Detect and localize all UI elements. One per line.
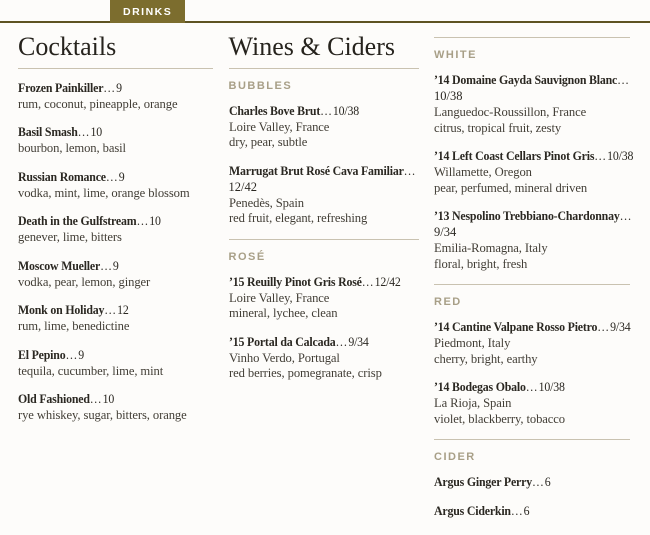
ellipsis: …	[525, 380, 539, 394]
item-description: citrus, tropical fruit, zesty	[434, 119, 562, 135]
item-description: rum, coconut, pineapple, orange	[18, 95, 178, 111]
ellipsis: …	[403, 163, 416, 178]
menu-item	[18, 80, 213, 112]
item-name: Frozen Painkiller	[18, 80, 104, 95]
item-name: ’13 Nespolino Trebbiano-Chardonnay	[434, 209, 620, 223]
ellipsis: …	[619, 209, 633, 223]
column-heading: Wines & Ciders	[228, 32, 395, 61]
drinks-tab[interactable]: DRINKS	[110, 0, 185, 23]
item-title	[18, 80, 203, 96]
menu-item	[18, 169, 213, 201]
item-description: floral, bright, fresh	[434, 255, 528, 271]
section-divider	[18, 68, 213, 69]
item-title	[229, 334, 410, 350]
item-price: 10/38	[538, 380, 565, 394]
menu-item	[434, 474, 630, 490]
item-price: 6	[544, 475, 551, 489]
item-description: Emilia-Romagna, Italy	[434, 240, 548, 255]
item-name: Argus Ginger Perry	[434, 475, 532, 489]
item-price: 10/38	[434, 89, 463, 103]
section-label: ROSÉ	[228, 250, 266, 263]
menu-item	[229, 163, 419, 226]
item-price: 9	[112, 258, 119, 273]
ellipsis: …	[319, 103, 333, 118]
item-description: rum, lime, benedictine	[18, 318, 130, 334]
item-price: 9	[78, 347, 85, 362]
section-label: RED	[434, 296, 462, 308]
section-divider	[229, 239, 419, 240]
item-title	[229, 103, 410, 119]
item-title	[434, 379, 620, 395]
section-divider	[434, 439, 630, 440]
menu-item	[229, 334, 419, 381]
item-description: Loire Valley, France	[228, 118, 329, 134]
item-name: Old Fashioned	[18, 392, 90, 407]
item-price: 10	[102, 392, 115, 407]
menu-item	[434, 148, 634, 195]
ellipsis: …	[104, 303, 118, 318]
ellipsis: …	[335, 334, 348, 349]
item-description: tequila, cucumber, lime, mint	[18, 362, 164, 378]
menu-item	[18, 302, 213, 334]
item-title	[434, 208, 633, 224]
item-name: ’14 Cantine Valpane Rosso Pietro	[434, 320, 598, 334]
item-description: Penedès, Spain	[228, 194, 304, 210]
menu-item	[18, 258, 213, 290]
menu-item	[18, 391, 213, 423]
item-price: 10	[90, 125, 102, 140]
section-divider	[229, 68, 419, 69]
ellipsis: …	[65, 347, 79, 362]
item-description: dry, pear, subtle	[228, 134, 307, 150]
item-title	[18, 302, 203, 318]
item-description: Loire Valley, France	[228, 289, 329, 305]
item-description: rye whiskey, sugar, bitters, orange	[18, 407, 187, 423]
menu-column	[18, 33, 213, 532]
item-description: Languedoc-Roussillon, France	[434, 104, 587, 119]
ellipsis: …	[105, 169, 119, 184]
item-name: ’15 Portal da Calcada	[228, 334, 336, 349]
item-title	[18, 347, 203, 363]
ellipsis: …	[77, 125, 91, 140]
item-name: ’15 Reuilly Pinot Gris Rosé	[228, 274, 362, 289]
item-description: pear, perfumed, mineral driven	[434, 179, 588, 195]
menu-item	[18, 124, 213, 156]
item-name: Charles Bove Brut	[228, 103, 320, 118]
item-description: bourbon, lemon, basil	[18, 140, 126, 156]
ellipsis: …	[100, 258, 113, 273]
section-divider	[434, 37, 630, 38]
item-title	[18, 213, 203, 229]
item-description: cherry, bright, earthy	[434, 350, 538, 366]
item-name: ’14 Bodegas Obalo	[434, 380, 526, 394]
item-title	[434, 148, 634, 164]
menu-item	[229, 103, 419, 150]
item-name: El Pepino	[18, 347, 66, 362]
item-title	[229, 274, 410, 290]
item-price: 10/38	[607, 149, 634, 163]
menu-column	[434, 33, 634, 532]
item-name: Marrugat Brut Rosé Cava Familiar	[228, 163, 404, 178]
item-title	[18, 169, 203, 185]
item-price: 9	[118, 169, 125, 184]
item-name: Argus Ciderkin	[434, 504, 511, 518]
menu-item	[434, 208, 633, 271]
item-name: ’14 Left Coast Cellars Pinot Gris	[434, 149, 595, 163]
item-description: vodka, mint, lime, orange blossom	[18, 184, 190, 200]
item-description: red berries, pomegranate, crisp	[228, 365, 382, 381]
top-nav	[0, 0, 650, 23]
ellipsis: …	[510, 504, 524, 518]
item-name: Russian Romance	[18, 169, 106, 184]
item-name: Moscow Mueller	[18, 258, 101, 273]
section-label: WHITE	[434, 49, 477, 61]
item-price: 9	[116, 80, 122, 95]
item-name: Death in the Gulfstream	[18, 214, 137, 229]
item-price: 10	[149, 214, 161, 229]
ellipsis: …	[361, 274, 375, 289]
ellipsis: …	[136, 214, 150, 229]
column-heading: Cocktails	[18, 32, 117, 61]
item-price: 6	[523, 504, 530, 518]
item-title	[434, 72, 630, 88]
item-description: red fruit, elegant, refreshing	[228, 210, 367, 226]
item-description: La Rioja, Spain	[434, 395, 512, 410]
ellipsis: …	[594, 149, 608, 163]
section-label: CIDER	[434, 451, 476, 463]
item-price: 10/38	[332, 103, 359, 118]
ellipsis: …	[531, 475, 545, 489]
ellipsis: …	[597, 320, 611, 334]
ellipsis: …	[617, 73, 630, 87]
item-description: Vinho Verdo, Portugal	[228, 349, 340, 365]
section-divider	[434, 284, 630, 285]
ellipsis: …	[103, 80, 117, 95]
item-price: 9/34	[347, 334, 369, 349]
item-title	[18, 124, 203, 140]
item-title	[228, 163, 416, 179]
item-description: Willamette, Oregon	[434, 164, 532, 179]
ellipsis: …	[89, 392, 103, 407]
menu-item	[18, 347, 213, 379]
menu-item	[434, 72, 630, 135]
item-name: Monk on Holiday	[18, 303, 105, 318]
item-price: 9/34	[434, 225, 457, 239]
menu-item	[434, 319, 630, 366]
item-title	[434, 474, 620, 490]
item-description: mineral, lychee, clean	[228, 305, 338, 321]
item-price: 9/34	[610, 320, 631, 334]
item-description: vodka, pear, lemon, ginger	[18, 273, 151, 289]
item-title	[18, 258, 203, 274]
menu-column	[229, 33, 419, 532]
item-title	[18, 391, 203, 407]
item-description: violet, blackberry, tobacco	[434, 410, 566, 426]
item-title	[434, 319, 631, 335]
menu-columns	[0, 23, 650, 532]
item-name: ’14 Domaine Gayda Sauvignon Blanc	[434, 73, 618, 87]
item-price: 12/42	[228, 179, 257, 194]
item-description: Piedmont, Italy	[434, 335, 511, 350]
item-name: Basil Smash	[18, 125, 78, 140]
menu-item	[434, 503, 630, 519]
menu-item	[18, 213, 213, 245]
item-description: genever, lime, bitters	[18, 229, 122, 245]
menu-item	[434, 379, 630, 426]
item-price: 12	[117, 303, 129, 318]
section-label: BUBBLES	[228, 79, 293, 92]
item-title	[434, 503, 620, 519]
item-price: 12/42	[374, 274, 401, 289]
menu-item	[229, 274, 419, 321]
